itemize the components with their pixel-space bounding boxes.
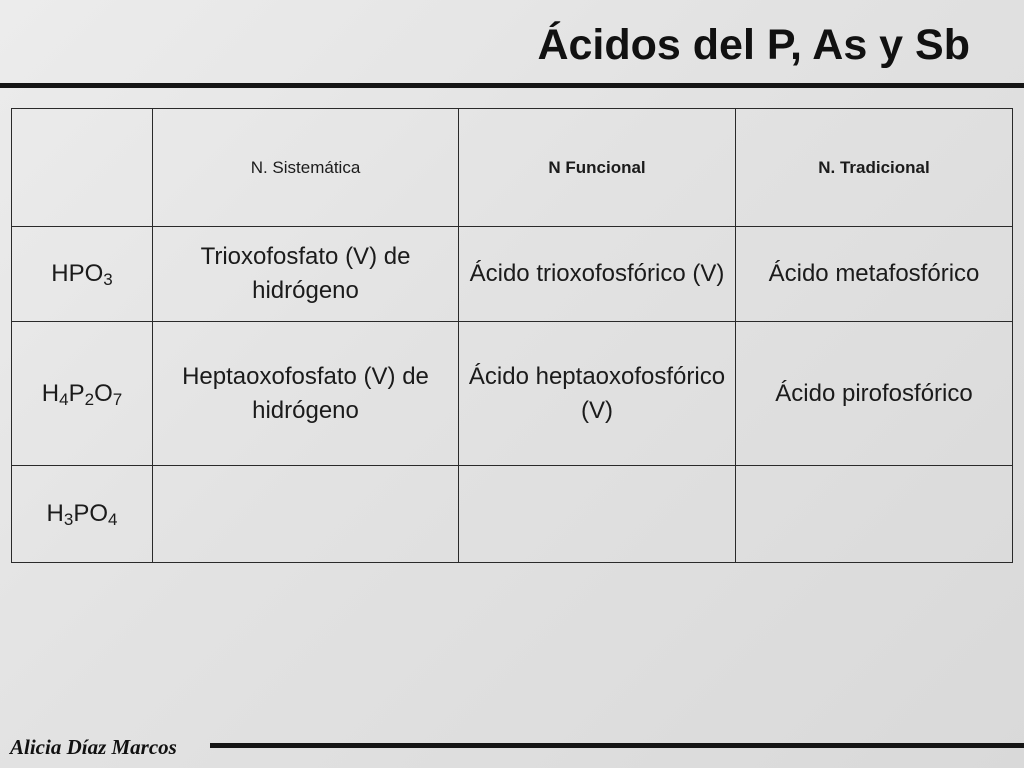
tradicional-cell: Ácido pirofosfórico [736, 322, 1013, 466]
funcional-cell: Ácido trioxofosfórico (V) [459, 227, 736, 322]
formula-subscript: 7 [112, 389, 123, 409]
formula-subscript: 4 [59, 389, 69, 409]
header-formula-cell [12, 109, 153, 227]
acid-nomenclature-table [11, 108, 1013, 563]
table-row [12, 466, 1013, 563]
formula-symbol: P [68, 379, 85, 407]
formula-symbol: O [94, 379, 113, 407]
formula-symbol: HPO [51, 260, 104, 287]
formula-subscript: 4 [108, 510, 118, 529]
formula-symbol: PO [73, 500, 109, 527]
formula-symbol: H [41, 379, 60, 407]
funcional-cell [459, 466, 736, 563]
formula-subscript: 3 [103, 270, 113, 289]
funcional-cell: Ácido heptaoxofosfórico (V) [459, 322, 736, 466]
table-header [12, 109, 1013, 227]
formula-subscript: 2 [84, 389, 95, 409]
formula-cell [12, 322, 153, 466]
header-sistematica: N. Sistemática [153, 109, 459, 227]
formula-cell [12, 227, 153, 322]
formula-symbol: H [46, 500, 64, 527]
title-divider [0, 83, 1024, 88]
slide-title: Ácidos del P, As y Sb [537, 21, 970, 69]
sistematica-cell: Heptaoxofosfato (V) de hidrógeno [153, 322, 459, 466]
header-tradicional: N. Tradicional [736, 109, 1013, 227]
header-row [12, 109, 1013, 227]
sistematica-cell: Trioxofosfato (V) de hidrógeno [153, 227, 459, 322]
footer-divider [210, 743, 1024, 748]
table-row [12, 322, 1013, 466]
sistematica-cell [153, 466, 459, 563]
tradicional-cell: Ácido metafosfórico [736, 227, 1013, 322]
author-signature: Alicia Díaz Marcos [10, 735, 177, 759]
table-body [12, 227, 1013, 563]
table-row [12, 227, 1013, 322]
header-funcional: N Funcional [459, 109, 736, 227]
formula-cell [12, 466, 153, 563]
formula-subscript: 3 [63, 510, 74, 529]
tradicional-cell [736, 466, 1013, 563]
